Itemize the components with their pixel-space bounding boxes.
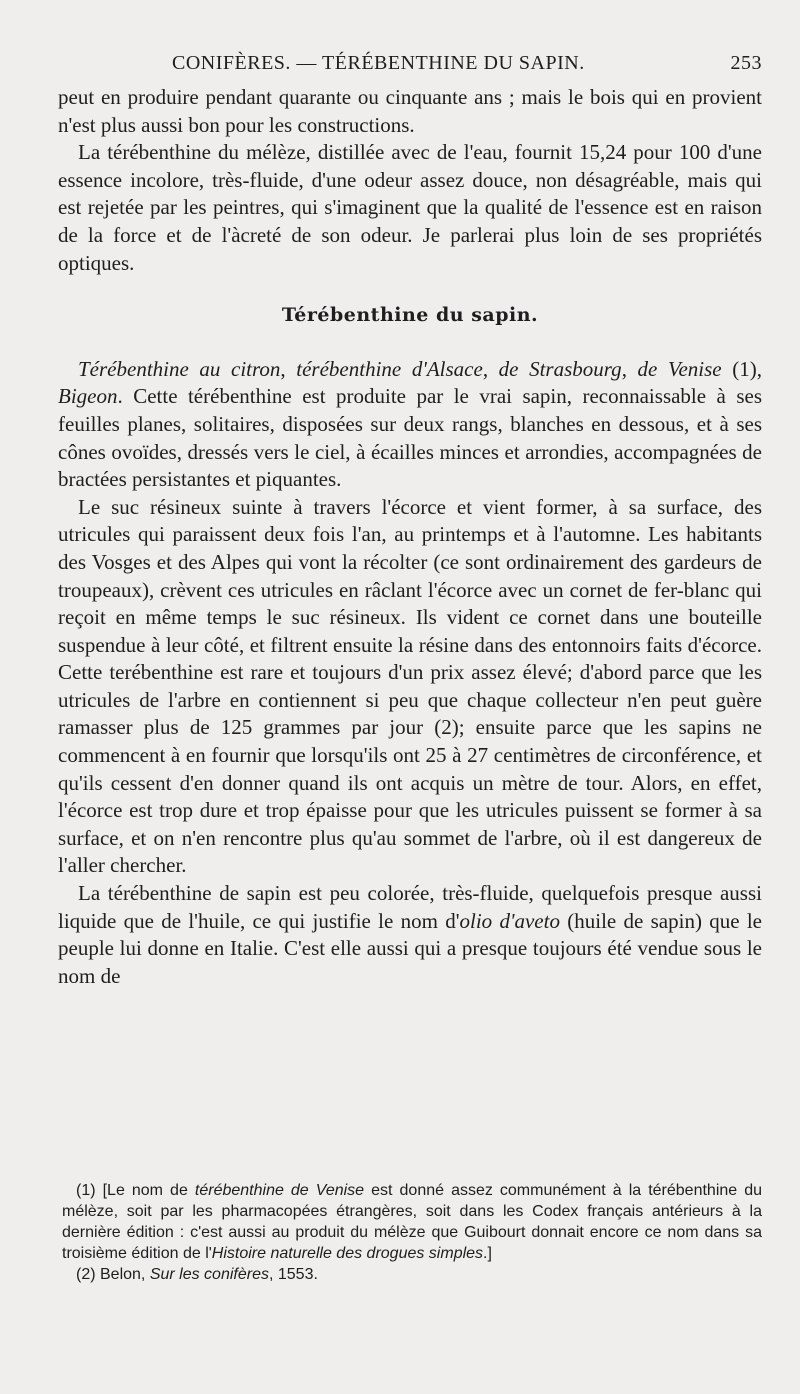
italic-term: olio d'aveto [459, 908, 560, 933]
main-text [58, 84, 762, 990]
running-title: CONIFÈRES. — TÉRÉBENTHINE DU SAPIN. [172, 52, 585, 74]
text-run: .] [483, 1245, 492, 1262]
footnote-2 [62, 1264, 762, 1285]
italic-term: térébenthine d'Alsace [296, 356, 483, 381]
text-run: (2) Belon, [76, 1266, 150, 1283]
page-number: 253 [730, 52, 762, 74]
text-run: est donné assez communément à la térébenthine du mélèze, soit par les pharmacopées étrangères, soit dans les Codex français antérieurs à la dernière édition : c'est aussi au produit du mélèze que Guibourt donnait encore ce nom dans sa troisième édition de l' [62, 1182, 763, 1262]
footnotes [62, 1180, 762, 1285]
text-run: La térébenthine de sapin est peu colorée, très-fluide, quelquefois presque aussi liquide que de l'huile, ce qui justifie le nom d' [58, 881, 762, 933]
paragraph-sapin-names [58, 356, 762, 494]
text-run: (huile de sapin) que le peuple lui donne en Italie. C'est elle aussi qui a presque toujours été vendue sous le nom de [58, 908, 763, 988]
paragraph-meleze-essence: La térébenthine du mélèze, distillée avec de l'eau, fournit 15,24 pour 100 d'une essence incolore, très-fluide, d'une odeur assez douce, non désagréable, mais qui est rejetée par les peintres, qui s'imaginent que la qualité de l'essence est en raison de la force et de l'àcreté de son odeur. Je parlerai plus loin de ses propriétés optiques. [58, 140, 762, 275]
paragraph-continuation: peut en produire pendant quarante ou cinquante ans ; mais le bois qui en provient n'est plus aussi bon pour les constructions. [58, 85, 762, 137]
paragraph-olio-aveto [58, 880, 762, 990]
text-run: , [621, 356, 638, 381]
running-header [60, 52, 762, 82]
text-run: , [280, 356, 297, 381]
text-run: , 1553. [268, 1266, 318, 1283]
italic-term: Térébenthine au citron [78, 356, 281, 381]
italic-term: Bigeon [58, 384, 118, 409]
italic-term: Histoire naturelle des drogues simples [211, 1245, 484, 1262]
italic-term: térébenthine de Venise [194, 1182, 365, 1199]
italic-term: de Strasbourg [498, 356, 622, 381]
text-run: . Cette térébenthine est produite par le vrai sapin, reconnaissable à ses feuilles planes, solitaires, disposées sur deux rangs, blanches en dessous, et à ses cônes ovoïdes, dressés vers le ciel, à écailles minces et arrondies, accompagnées de bractées persistantes et piquantes. [58, 384, 762, 492]
section-title: Térébenthine du sapin. [281, 304, 539, 327]
footnote-1 [62, 1180, 762, 1264]
italic-term: Sur les conifères [149, 1266, 269, 1283]
italic-term: de Venise [637, 356, 722, 381]
text-run: (1) [Le nom de [76, 1182, 195, 1199]
paragraph-harvest: Le suc résineux suinte à travers l'écorce et vient former, à sa surface, des utricules qui paraissent deux fois l'an, au printemps et à l'automne. Les habitants des Vosges et des Alpes qui vont la récolter (ce sont ordinairement des gardeurs de troupeaux), crèvent ces utricules en râclant l'écorce avec un cornet de fer-blanc qui reçoit en même temps le suc résineux. Ils vident ce cornet dans une bouteille suspendue à leur côté, et filtrent ensuite la résine dans des entonnoirs faits d'écorce. Cette terébenthine est rare et toujours d'un prix assez élevé; d'abord parce que les utricules de l'arbre en contiennent si peu que chaque collecteur n'en peut guère ramasser plus de 125 grammes par jour (2); ensuite parce que les sapins ne commencent à en fournir que lorsqu'ils ont 25 à 27 centimètres de circonférence, et qu'ils cessent d'en donner quand ils ont acquis un mètre de tour. Alors, en effet, l'écorce est trop dure et trop épaisse pour que les utricules puissent se former à sa surface, et on n'en rencontre plus qu'au sommet de l'arbre, où il est dangereux de l'aller chercher. [58, 494, 762, 878]
text-run: , [482, 356, 499, 381]
text-run: (1), [721, 356, 762, 381]
